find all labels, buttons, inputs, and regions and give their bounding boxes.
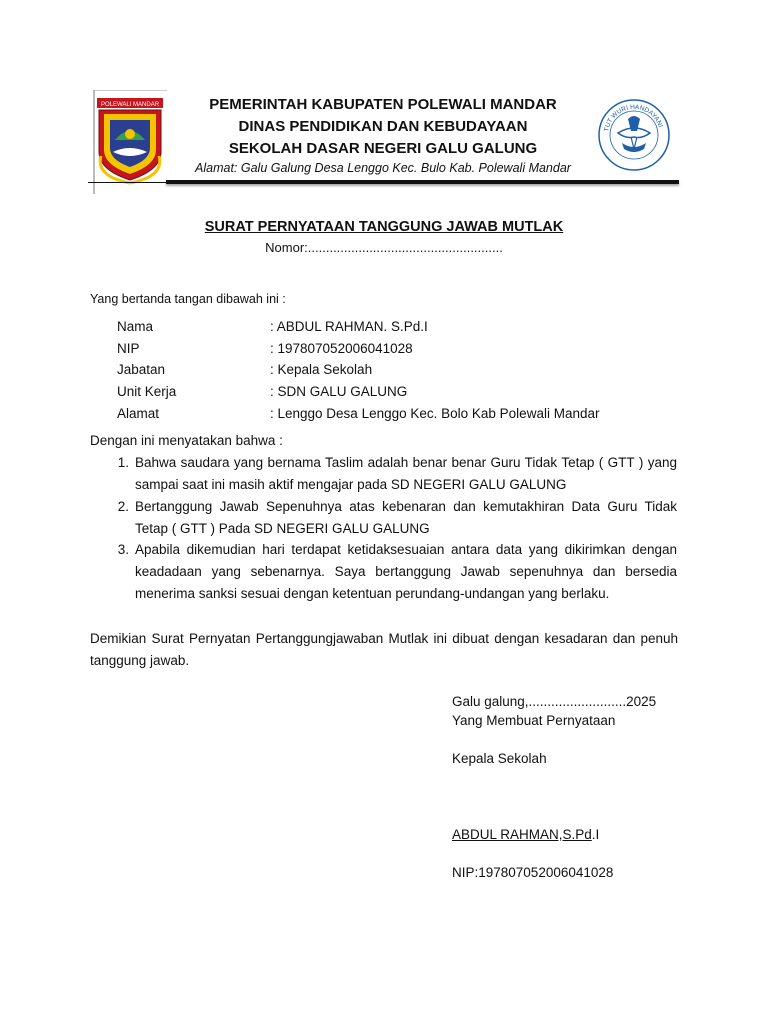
emblem-banner-text: POLEWALI MANDAR — [100, 102, 160, 108]
identity-value-alamat: : Lenggo Desa Lenggo Kec. Bolo Kab Polewali Mandar — [270, 406, 600, 421]
signature-maker-label: Yang Membuat Pernyataan — [452, 713, 616, 728]
signature-place-date: Galu galung,..........................2025 — [452, 694, 657, 709]
signature-name-suffix: .I — [591, 827, 600, 842]
identity-value-nip: : 197807052006041028 — [270, 341, 413, 356]
letterhead-rule — [166, 180, 679, 184]
logo-motto-text: TUT WURI HANDAYANI — [603, 103, 664, 133]
identity-value-nama: : ABDUL RAHMAN. S.Pd.I — [270, 319, 428, 334]
letterhead-rule-thin — [88, 182, 168, 183]
header-government-line: PEMERINTAH KABUPATEN POLEWALI MANDAR — [209, 96, 557, 113]
list-item-number: 1. — [117, 455, 129, 470]
tut-wuri-handayani-logo — [598, 93, 674, 179]
identity-value-unit-kerja: : SDN GALU GALUNG — [270, 384, 408, 399]
header-address: Alamat: Galu Galung Desa Lenggo Kec. Bulo Kab. Polewali Mandar — [195, 161, 571, 175]
list-item-text: Bahwa saudara yang bernama Taslim adalah benar benar Guru Tidak Tetap ( GTT ) yang sampai saat ini masih aktif mengajar pada SD NEGERI GALU GALUNG — [135, 455, 677, 492]
identity-label-nip: NIP — [117, 341, 140, 356]
signature-name-block — [452, 824, 599, 846]
identity-label-alamat: Alamat — [117, 406, 160, 421]
document-number: Nomor:...................................................... — [265, 240, 503, 255]
intro-text: Yang bertanda tangan dibawah ini : — [90, 292, 286, 306]
signature-position: Kepala Sekolah — [452, 751, 547, 766]
header-department-line: DINAS PENDIDIKAN DAN KEBUDAYAAN — [238, 118, 528, 135]
header-school-line: SEKOLAH DASAR NEGERI GALU GALUNG — [228, 140, 538, 157]
closing-paragraph: Demikian Surat Pernyatan Pertanggungjawaban Mutlak ini dibuat dengan kesadaran dan penuh tanggung jawab. — [90, 631, 678, 668]
statement-intro: Dengan ini menyatakan bahwa : — [90, 433, 283, 448]
identity-label-jabatan: Jabatan — [117, 362, 166, 377]
list-item-text: Bertanggung Jawab Sepenuhnya atas kebenaran dan kemutakhiran Data Guru Tidak Tetap ( GTT ) Pada SD NEGERI GALU GALUNG — [135, 499, 677, 536]
signature-nip: NIP:197807052006041028 — [452, 865, 614, 880]
identity-value-jabatan: : Kepala Sekolah — [270, 362, 373, 377]
list-item-number: 2. — [117, 499, 129, 514]
signature-name: ABDUL RAHMAN,S.Pd — [452, 827, 592, 842]
identity-label-unit-kerja: Unit Kerja — [117, 384, 177, 399]
identity-label-nama: Nama — [117, 319, 154, 334]
list-item-text: Apabila dikemudian hari terdapat ketidaksesuaian antara data yang dikirimkan dengan keadadaan yang sebenarnya. Saya bertanggung Jawab sepenuhnya dan bersedia menerima sanksi sesuai dengan ketentuan perundang-undangan yang berlaku. — [135, 542, 677, 601]
list-item-number: 3. — [117, 542, 129, 557]
document-title: SURAT PERNYATAAN TANGGUNG JAWAB MUTLAK — [204, 219, 564, 235]
